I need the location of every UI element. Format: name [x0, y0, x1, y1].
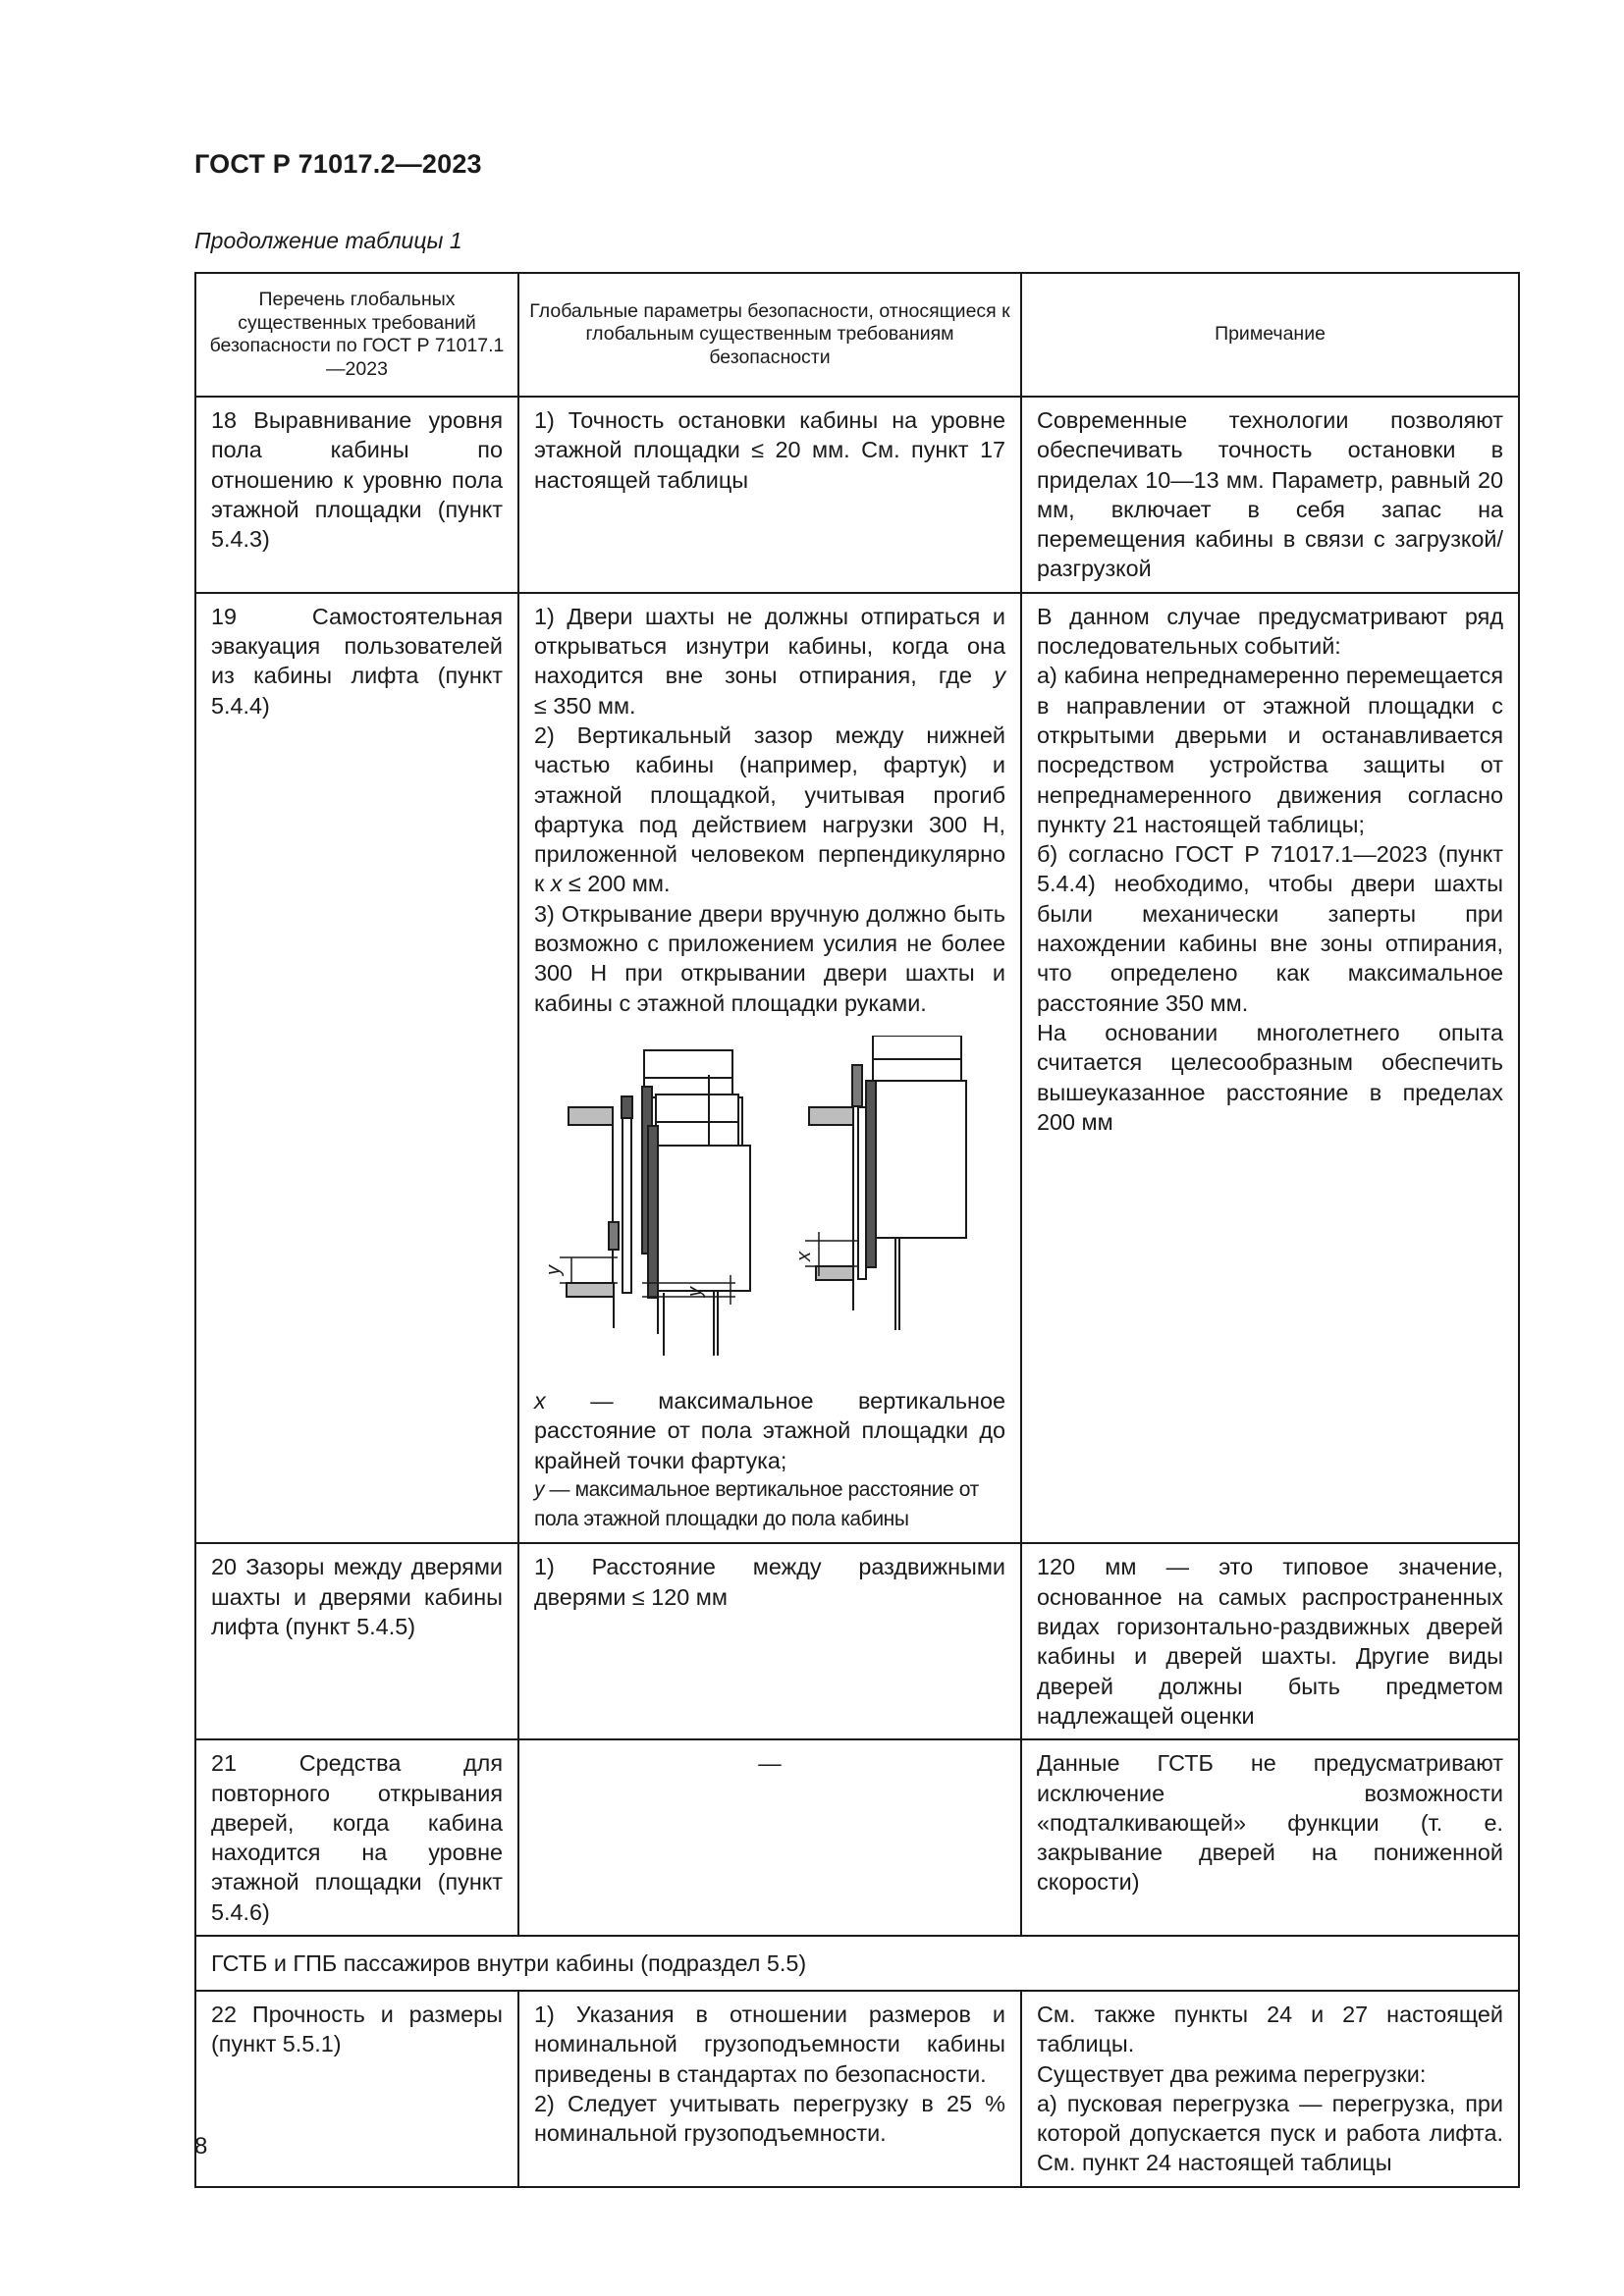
note-text: Современные технологии позволяют обеспечивать точность остановки в приделах 10—13 мм. Параметр, равный 20 мм, включает в себя запас на перемещения кабины в связи с загрузкой/разгрузкой	[1037, 407, 1503, 582]
parameter-text: 1) Двери шахты не должны отпираться и открываться изнутри кабины, когда она находится вне зоны отпирания, где	[534, 603, 1005, 689]
note-text: В данном случае предусматривают ряд последовательных событий:	[1037, 603, 1503, 660]
dimension-label-x: x	[793, 1251, 815, 1261]
column-header-note: Примечание	[1021, 273, 1519, 397]
note-text: а) пусковая перегрузка — перегрузка, при которой допускается пуск и работа лифта. См. пункт 24 настоящей таблицы	[1037, 2090, 1503, 2176]
parameter-text: 2) Вертикальный зазор между нижней частью кабины (например, фартук) и этажной площадкой, учитывая прогиб фартука под действием нагрузки 300 Н, приложенной человеком перпендикулярно к	[534, 721, 1005, 897]
car-door	[866, 1081, 876, 1267]
requirement-text: 21 Средства для повторного открывания дверей, когда кабина находится на уровне этажной площадки (пункт 5.4.6)	[211, 1750, 503, 1925]
table-caption: Продолжение таблицы 1	[194, 228, 462, 253]
note-cell	[1021, 397, 1519, 593]
requirement-text: 18 Выравнивание уровня пола кабины по отношению к уровню пола этажной площадки (пункт 5.4.3)	[211, 407, 503, 553]
note-cell	[1021, 1991, 1519, 2187]
section-row	[195, 1936, 1519, 1991]
note-cell	[1021, 1543, 1519, 1739]
table-row	[195, 1543, 1519, 1739]
car-top	[873, 1036, 961, 1059]
column-header-parameters: Глобальные параметры безопасности, относящиеся к глобальным существенным требованиям безопасности	[518, 273, 1021, 397]
note-text: Существует два режима перегрузки:	[1037, 2060, 1427, 2087]
diagram-svg	[534, 1036, 1005, 1374]
parameter-text: 1) Точность остановки кабины на уровне этажной площадки ≤ 20 мм. См. пункт 17 настоящей таблицы	[534, 407, 1005, 493]
parameter-cell	[518, 1991, 1021, 2187]
landing-slab-lower	[567, 1283, 614, 1297]
car-top	[873, 1059, 961, 1081]
parameter-text: 2) Следует учитывать перегрузку в 25 % номинальной грузоподъемности.	[534, 2090, 1005, 2147]
column-header-requirements: Перечень глобальных существенных требований безопасности по ГОСТ Р 71017.1—2023	[195, 273, 518, 397]
table-row	[195, 397, 1519, 593]
elevator-diagram	[534, 1036, 1005, 1374]
note-cell	[1021, 1739, 1519, 1936]
parameter-cell	[518, 593, 1021, 1544]
note-text: а) кабина непреднамеренно перемещается в направлении от этажной площадки с открытыми дверьми и останавливается посредством устройства защиты от непреднамеренного движения согласно пункту 21 настоящей таблицы;	[1037, 663, 1503, 837]
requirements-table	[194, 272, 1520, 2188]
car-body	[868, 1081, 966, 1238]
door-roller	[622, 1096, 632, 1118]
landing-slab-upper	[809, 1107, 853, 1125]
note-text: На основании многолетнего опыта считается целесообразным обеспечить вышеуказанное расстояние в пределах 200 мм	[1037, 1019, 1503, 1135]
diagram-legend	[534, 1386, 1005, 1534]
car-top-lower	[656, 1095, 738, 1122]
table-row	[195, 1739, 1519, 1936]
parameter-cell	[518, 1543, 1021, 1739]
landing-slab-lower	[816, 1266, 853, 1280]
requirement-text: 22 Прочность и размеры (пункт 5.5.1)	[211, 2001, 503, 2057]
note-text: См. также пункты 24 и 27 настоящей таблицы.	[1037, 2001, 1503, 2057]
symbol-y: y	[534, 1477, 545, 1501]
dimension-label-y: y	[684, 1286, 706, 1297]
note-cell	[1021, 593, 1519, 1544]
table-row	[195, 1991, 1519, 2187]
parameter-text: ≤ 200 мм.	[568, 871, 671, 897]
requirement-cell	[195, 1991, 518, 2187]
landing-door	[623, 1096, 631, 1293]
car-top-upper	[644, 1050, 732, 1078]
door-lock	[609, 1222, 619, 1250]
symbol-x: x	[550, 871, 563, 897]
table-row	[195, 593, 1519, 1544]
requirement-text: 19 Самостоятельная эвакуация пользователей из кабины лифта (пункт 5.4.4)	[211, 603, 503, 719]
page-number: 8	[194, 2133, 208, 2160]
note-text: 120 мм — это типовое значение, основанное на самых распространенных видах горизонтально-раздвижных дверей кабины и дверей шахты. Другие виды дверей должны быть предметом надлежащей оценки	[1037, 1554, 1503, 1729]
symbol-x: x	[534, 1387, 546, 1414]
dimension-label-y: y	[543, 1264, 565, 1275]
car-body-lower	[656, 1146, 750, 1291]
legend-text: — максимальное вертикальное расстояние от пола этажной площадки до крайней точки фартука;	[534, 1387, 1005, 1473]
requirement-cell	[195, 593, 518, 1544]
requirement-text: 20 Зазоры между дверями шахты и дверями кабины лифта (пункт 5.4.5)	[211, 1554, 503, 1640]
note-text: Данные ГСТБ не предусматривают исключение возможности «подталкивающей» функции (т. е. закрывание дверей на пониженной скорости)	[1037, 1750, 1503, 1896]
door-lock	[852, 1065, 862, 1106]
note-text: б) согласно ГОСТ Р 71017.1—2023 (пункт 5.4.4) необходимо, чтобы двери шахты были механически заперты при нахождении кабины вне зоны отпирания, что определено как максимальное расстояние 350 мм.	[1037, 841, 1503, 1016]
landing-door	[858, 1107, 866, 1279]
parameter-dash: —	[758, 1750, 782, 1777]
car-top-lower	[656, 1122, 738, 1146]
parameter-text: ≤ 350 мм.	[534, 692, 636, 719]
legend-text: — максимальное вертикальное расстояние от пола этажной площадки до пола кабины	[534, 1477, 979, 1531]
parameter-text: 1) Расстояние между раздвижными дверями ≤ 120 мм	[534, 1554, 1005, 1610]
document-code: ГОСТ Р 71017.2—2023	[194, 149, 482, 179]
car-door-lower	[648, 1126, 658, 1298]
landing-slab-upper	[568, 1107, 613, 1125]
parameter-text: 3) Открывание двери вручную должно быть возможно с приложением усилия не более 300 Н при открывании двери шахты и кабины с этажной площадки руками.	[534, 900, 1005, 1016]
table-header-row	[195, 273, 1519, 397]
requirement-cell	[195, 397, 518, 593]
requirement-cell	[195, 1739, 518, 1936]
section-heading: ГСТБ и ГПБ пассажиров внутри кабины (подраздел 5.5)	[195, 1936, 1519, 1991]
requirement-cell	[195, 1543, 518, 1739]
parameter-cell	[518, 1739, 1021, 1936]
symbol-y: y	[994, 663, 1006, 689]
parameter-cell	[518, 397, 1021, 593]
parameter-text: 1) Указания в отношении размеров и номинальной грузоподъемности кабины приведены в стандартах по безопасности.	[534, 2001, 1005, 2087]
